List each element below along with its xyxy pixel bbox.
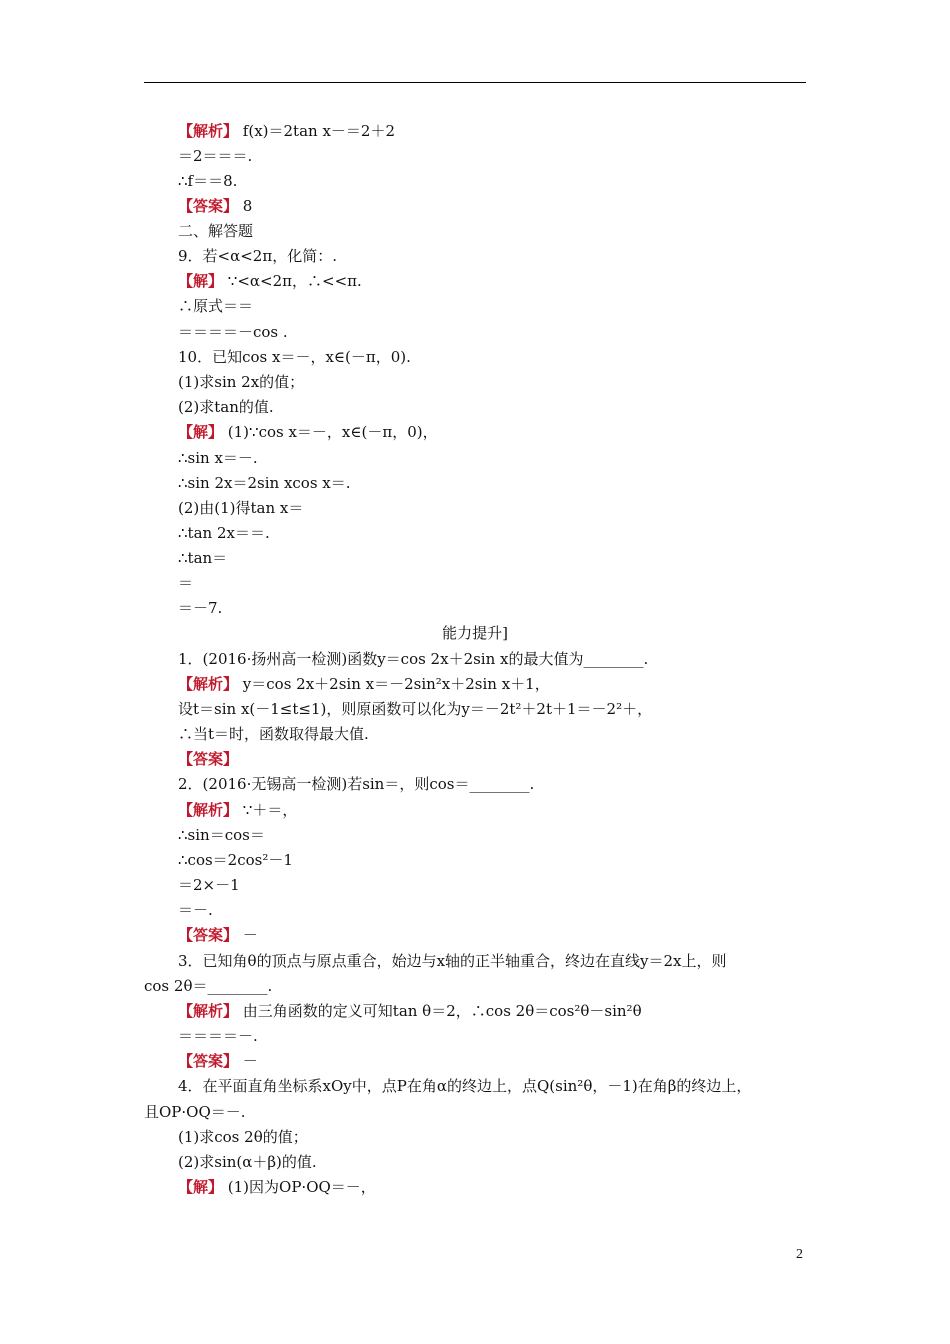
line-text: ∴cos＝2cos²－1 bbox=[178, 851, 293, 869]
text-line bbox=[178, 1152, 317, 1172]
text-line bbox=[178, 649, 648, 669]
line-text: 8 bbox=[238, 197, 253, 215]
text-line bbox=[178, 875, 240, 895]
text-line bbox=[178, 271, 362, 291]
answer-tag: 【解析】 bbox=[178, 675, 239, 693]
section-heading bbox=[0, 623, 950, 643]
line-text: 2．(2016·无锡高一检测)若sin＝，则cos＝________. bbox=[178, 775, 535, 793]
text-line bbox=[178, 724, 369, 744]
text-line bbox=[178, 473, 351, 493]
answer-tag: 【答案】 bbox=[178, 750, 239, 768]
text-line bbox=[178, 246, 337, 266]
answer-tag: 【答案】 bbox=[178, 197, 239, 215]
line-text: ∴tan＝ bbox=[178, 549, 228, 567]
text-line bbox=[144, 1102, 246, 1122]
text-line bbox=[178, 372, 304, 392]
text-line bbox=[178, 1001, 642, 1021]
line-text: ＝ bbox=[178, 574, 194, 592]
line-text: 由三角函数的定义可知tan θ＝2，∴cos 2θ＝cos²θ－sin²θ bbox=[238, 1002, 642, 1020]
line-text: ＝＝＝＝－cos . bbox=[178, 323, 288, 341]
line-text: ＝－. bbox=[178, 901, 213, 919]
line-text: cos 2θ＝________. bbox=[144, 977, 273, 995]
line-text: ＝－7. bbox=[178, 599, 223, 617]
answer-tag: 【答案】 bbox=[178, 926, 239, 944]
text-line bbox=[178, 900, 213, 920]
text-line bbox=[178, 1177, 376, 1197]
answer-tag: 【解】 bbox=[178, 423, 224, 441]
text-line bbox=[178, 951, 727, 971]
answer-tag: 【解析】 bbox=[178, 801, 239, 819]
line-text: ∴原式＝＝ bbox=[178, 297, 254, 315]
line-text: ∵<α<2π，∴<<π. bbox=[223, 272, 362, 290]
text-line bbox=[178, 850, 293, 870]
line-text: ＝2＝＝＝. bbox=[178, 147, 253, 165]
page-number: 2 bbox=[796, 1247, 803, 1262]
text-line bbox=[178, 825, 265, 845]
line-text: ∴当t＝时，函数取得最大值. bbox=[178, 725, 369, 743]
text-line bbox=[178, 800, 297, 820]
line-text: 且OP·OQ＝－. bbox=[144, 1103, 246, 1121]
text-line bbox=[178, 523, 270, 543]
text-line bbox=[178, 1026, 258, 1046]
text-line bbox=[178, 422, 438, 442]
line-text: ＝2×－1 bbox=[178, 876, 240, 894]
text-line bbox=[144, 976, 272, 996]
answer-tag: 【解】 bbox=[178, 1178, 224, 1196]
text-line bbox=[178, 925, 258, 945]
line-text: 10．已知cos x＝－，x∈(－π，0). bbox=[178, 348, 411, 366]
line-text: (2)求tan的值. bbox=[178, 398, 274, 416]
line-text: 1．(2016·扬州高一检测)函数y＝cos 2x＋2sin x的最大值为________. bbox=[178, 650, 649, 668]
line-text: － bbox=[238, 926, 258, 944]
line-text: 9．若<α<2π，化简：. bbox=[178, 247, 337, 265]
line-text: (1)求cos 2θ的值； bbox=[178, 1128, 308, 1146]
text-line bbox=[178, 221, 253, 241]
line-text: (1)求sin 2x的值； bbox=[178, 373, 305, 391]
header-rule bbox=[144, 82, 806, 83]
text-line bbox=[178, 146, 252, 166]
text-line bbox=[178, 548, 227, 568]
text-line bbox=[178, 171, 237, 191]
text-line bbox=[178, 296, 253, 316]
line-text: y＝cos 2x＋2sin x＝－2sin²x＋2sin x＋1， bbox=[238, 675, 550, 693]
line-text: 二、解答题 bbox=[178, 222, 254, 240]
text-line bbox=[178, 774, 534, 794]
text-line bbox=[178, 1127, 308, 1147]
line-text: ∴sin＝cos＝ bbox=[178, 826, 265, 844]
text-line bbox=[178, 674, 550, 694]
text-line bbox=[178, 573, 193, 593]
answer-tag: 【答案】 bbox=[178, 1052, 239, 1070]
answer-tag: 【解析】 bbox=[178, 1002, 239, 1020]
line-text: (1)∵cos x＝－，x∈(－π，0)， bbox=[223, 423, 438, 441]
line-text: (2)求sin(α＋β)的值. bbox=[178, 1153, 317, 1171]
line-text: ∴tan 2x＝＝. bbox=[178, 524, 270, 542]
text-line bbox=[178, 1051, 258, 1071]
answer-tag: 【解析】 bbox=[178, 122, 239, 140]
line-text: 设t＝sin x(－1≤t≤1)，则原函数可以化为y＝－2t²＋2t＋1＝－2²＋， bbox=[178, 700, 653, 718]
line-text: (2)由(1)得tan x＝ bbox=[178, 499, 304, 517]
text-line bbox=[178, 598, 222, 618]
answer-tag: 【解】 bbox=[178, 272, 224, 290]
text-line bbox=[178, 322, 288, 342]
line-text: (1)因为OP·OQ＝－， bbox=[223, 1178, 376, 1196]
line-text: ∴sin 2x＝2sin xcos x＝. bbox=[178, 474, 351, 492]
text-line bbox=[178, 196, 252, 216]
line-text: 3．已知角θ的顶点与原点重合，始边与x轴的正半轴重合，终边在直线y＝2x上，则 bbox=[178, 952, 727, 970]
line-text: － bbox=[238, 1052, 258, 1070]
text-line bbox=[178, 397, 274, 417]
line-text: 4．在平面直角坐标系xOy中，点P在角α的终边上，点Q(sin²θ，－1)在角β的终边上， bbox=[178, 1077, 752, 1095]
text-line bbox=[178, 448, 258, 468]
line-text: ＝＝＝＝－. bbox=[178, 1027, 258, 1045]
text-line bbox=[178, 749, 238, 769]
line-text: 能力提升] bbox=[442, 624, 508, 642]
line-text: f(x)＝2tan x－＝2＋2 bbox=[238, 122, 395, 140]
text-line bbox=[178, 699, 652, 719]
line-text: ∴sin x＝－. bbox=[178, 449, 258, 467]
line-text: ∴f＝＝8. bbox=[178, 172, 238, 190]
text-line bbox=[178, 121, 395, 141]
text-line bbox=[178, 498, 303, 518]
text-line bbox=[178, 347, 411, 367]
line-text: ∵＋＝， bbox=[238, 801, 298, 819]
text-line bbox=[178, 1076, 751, 1096]
